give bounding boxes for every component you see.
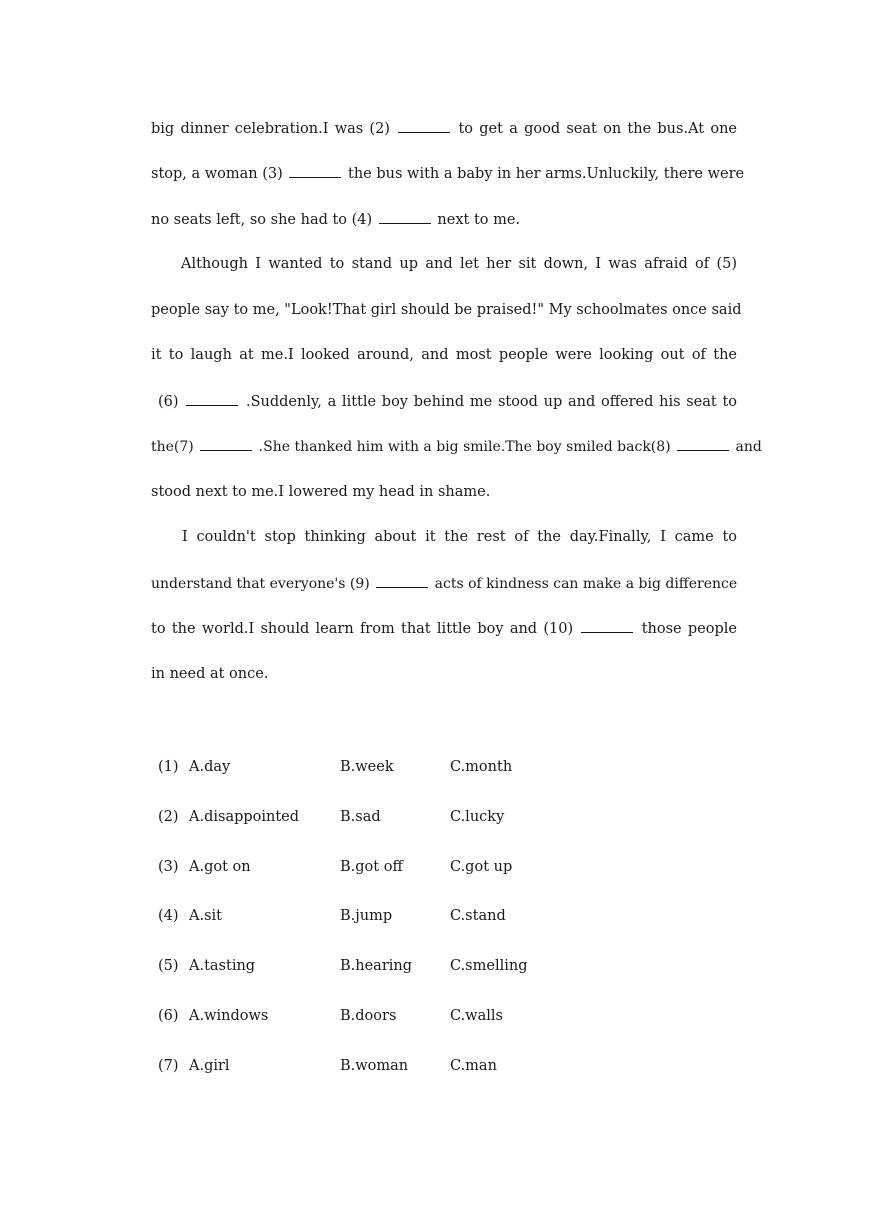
- option-b: B.hearing: [340, 958, 413, 974]
- passage-line-11: [151, 573, 737, 594]
- option-b: B.got off: [340, 859, 403, 875]
- question-number: (4): [158, 908, 179, 924]
- question-number: (7): [158, 1058, 179, 1074]
- answer-blank-2: [398, 118, 450, 133]
- passage-text: understand that everyone's (9): [151, 576, 370, 592]
- question-number: (3): [158, 859, 179, 875]
- option-b: B.doors: [340, 1008, 397, 1024]
- passage-text: I couldn't stop thinking about it the rest of the day.Finally, I came to: [182, 529, 737, 545]
- passage-text: it to laugh at me.I looked around, and most people were looking out of the: [151, 347, 737, 363]
- passage-line-1: [151, 118, 737, 139]
- answer-blank-4: [379, 209, 431, 224]
- option-c: C.lucky: [450, 809, 505, 825]
- passage-text: to the world.I should learn from that little boy and (10): [151, 621, 574, 637]
- option-b: B.week: [340, 759, 394, 775]
- option-a: A.got on: [189, 859, 251, 875]
- passage-line-4: [181, 254, 737, 274]
- passage-text: those people: [641, 621, 737, 637]
- passage-line-12: [151, 618, 737, 639]
- question-number: (2): [158, 809, 179, 825]
- option-a: A.girl: [189, 1058, 230, 1074]
- passage-text: and: [735, 439, 762, 455]
- passage-line-13: [151, 664, 737, 684]
- question-number: (5): [158, 958, 179, 974]
- passage-line-7: [158, 391, 737, 412]
- answer-blank-7: [200, 436, 252, 451]
- option-a: A.sit: [189, 908, 222, 924]
- answer-blank-6: [186, 391, 238, 406]
- passage-line-5: [151, 300, 742, 320]
- passage-text: the(7): [151, 439, 194, 455]
- option-a: A.tasting: [189, 958, 256, 974]
- passage-text: stop, a woman (3): [151, 166, 283, 182]
- option-a: A.windows: [189, 1008, 269, 1024]
- passage-line-2: [151, 163, 745, 184]
- option-c: C.man: [450, 1058, 497, 1074]
- option-c: C.got up: [450, 859, 513, 875]
- passage-text: stood next to me.I lowered my head in shame.: [151, 484, 491, 500]
- passage-text: no seats left, so she had to (4): [151, 212, 373, 228]
- passage-text: the bus with a baby in her arms.Unluckily, there were: [348, 166, 745, 182]
- passage-line-9: [151, 482, 737, 502]
- option-c: C.walls: [450, 1008, 503, 1024]
- passage-text: people say to me, "Look!That girl should be praised!" My schoolmates once said: [151, 302, 742, 318]
- passage-text: Although I wanted to stand up and let her sit down, I was afraid of (5): [181, 256, 737, 272]
- option-c: C.month: [450, 759, 513, 775]
- passage-text: (6): [158, 394, 179, 410]
- passage-line-6: [151, 345, 737, 365]
- passage-text: acts of kindness can make a big difference: [434, 576, 738, 592]
- passage-line-3: [151, 209, 737, 230]
- passage-text: in need at once.: [151, 666, 269, 682]
- passage-text: next to me.: [437, 212, 521, 228]
- option-b: B.jump: [340, 908, 393, 924]
- passage-line-8: [151, 436, 762, 457]
- option-a: A.day: [189, 759, 231, 775]
- passage-text: .Suddenly, a little boy behind me stood up and offered his seat to: [245, 394, 737, 410]
- question-number: (1): [158, 759, 179, 775]
- passage-text: to get a good seat on the bus.At one: [458, 121, 738, 137]
- answer-blank-8: [677, 436, 729, 451]
- question-number: (6): [158, 1008, 179, 1024]
- passage-line-10: [182, 527, 737, 547]
- answer-blank-3: [289, 163, 341, 178]
- answer-blank-9: [376, 573, 428, 588]
- option-a: A.disappointed: [189, 809, 300, 825]
- option-c: C.smelling: [450, 958, 528, 974]
- passage-text: big dinner celebration.I was (2): [151, 121, 390, 137]
- option-c: C.stand: [450, 908, 506, 924]
- option-b: B.sad: [340, 809, 381, 825]
- answer-blank-10: [581, 618, 633, 633]
- passage-text: .She thanked him with a big smile.The boy smiled back(8): [258, 439, 671, 455]
- option-b: B.woman: [340, 1058, 409, 1074]
